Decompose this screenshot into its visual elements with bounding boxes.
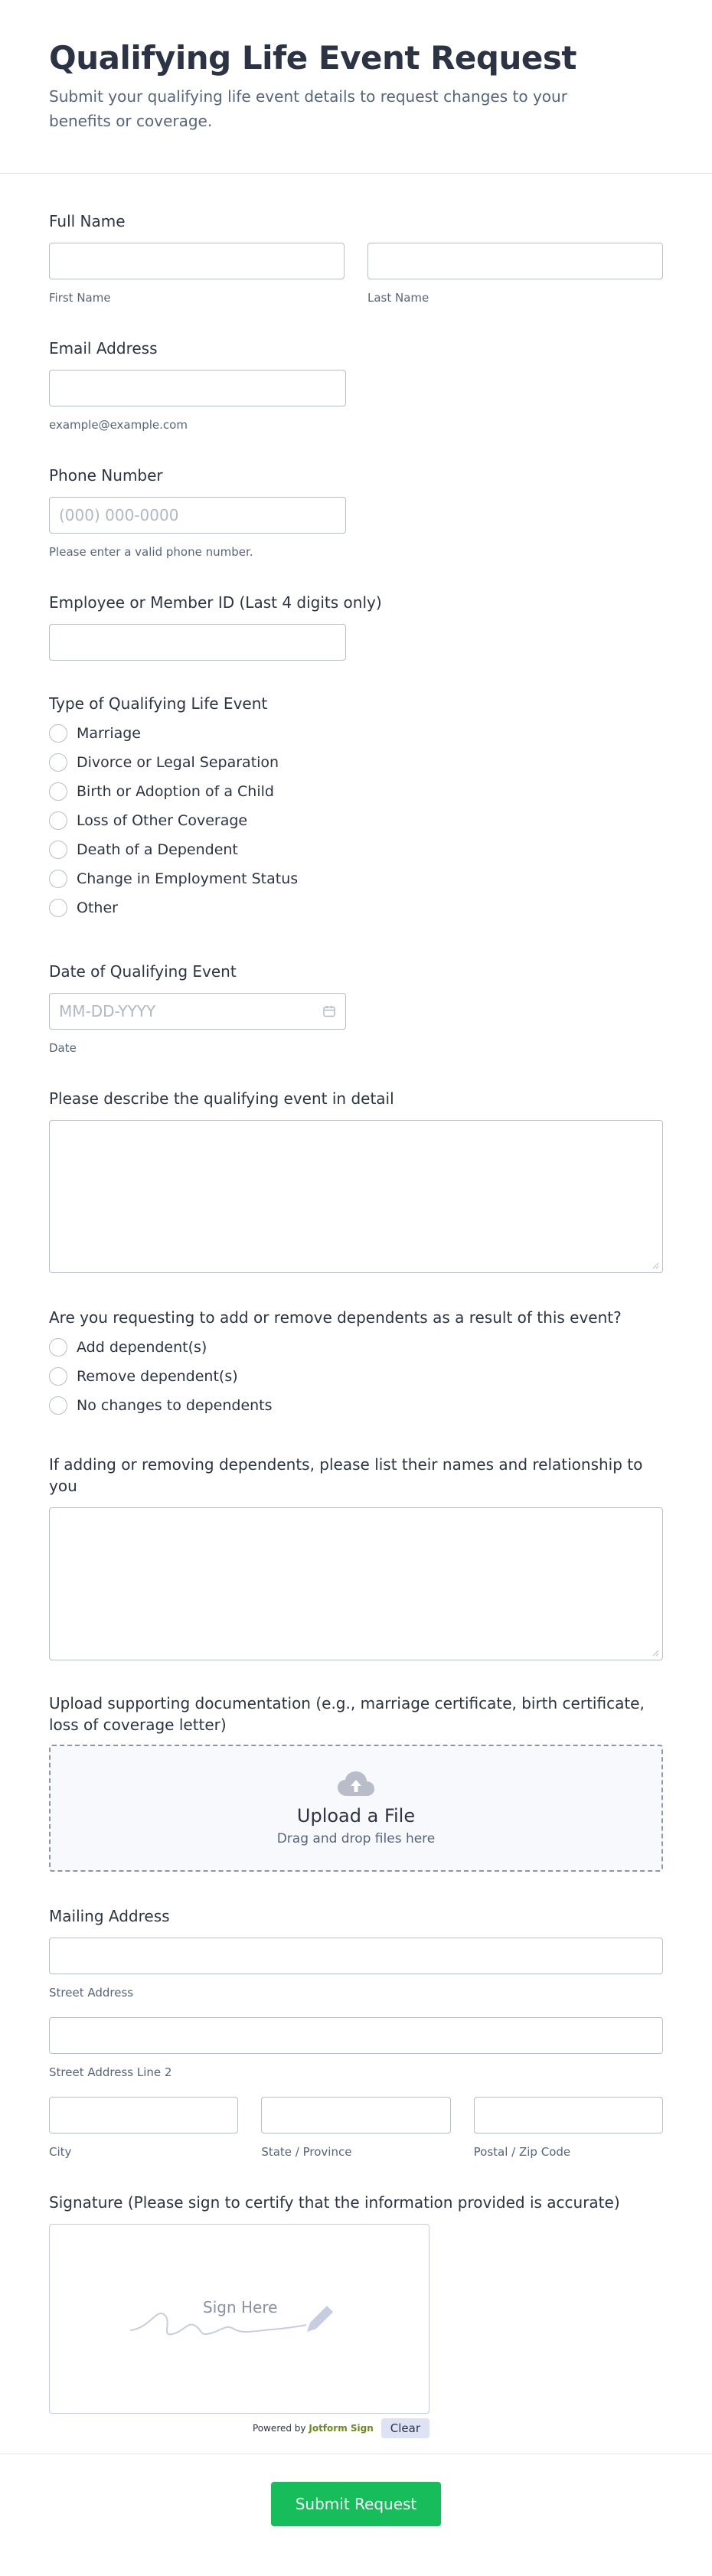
powered-by-text [253, 2423, 374, 2434]
city-sublabel: City [49, 2145, 72, 2159]
employee-id-input[interactable] [49, 624, 346, 661]
radio-label: Remove dependent(s) [77, 1368, 238, 1385]
radio-option[interactable] [49, 719, 663, 748]
radio-option[interactable] [49, 1333, 663, 1362]
state-input[interactable] [261, 2097, 450, 2134]
dependents-question-label: Are you requesting to add or remove dependents as a result of this event? [49, 1308, 622, 1327]
phone-label: Phone Number [49, 466, 163, 485]
page-subtitle: Submit your qualifying life event details to request changes to your benefits or coverage. [49, 87, 567, 130]
signature-label: Signature (Please sign to certify that the information provided is accurate) [49, 2193, 620, 2212]
upload-title: Upload a File [296, 1805, 416, 1827]
dependents-list-field [49, 1454, 663, 1660]
radio-option[interactable] [49, 1391, 663, 1420]
resize-handle-icon[interactable] [652, 1262, 659, 1269]
radio-label: Other [77, 899, 118, 916]
event-date-placeholder: MM-DD-YYYY [59, 1002, 156, 1020]
full-name-label: Full Name [49, 212, 126, 230]
signature-footer [49, 2418, 429, 2438]
page-title: Qualifying Life Event Request [49, 39, 576, 77]
event-type-field [49, 693, 663, 922]
email-label: Email Address [49, 339, 158, 358]
event-date-field [49, 961, 663, 1056]
powered-by-prefix: Powered by [252, 2423, 306, 2434]
event-type-label: Type of Qualifying Life Event [49, 694, 268, 713]
signature-pad[interactable] [49, 2224, 429, 2414]
event-date-sublabel: Date [49, 1041, 77, 1055]
street-address-input[interactable] [49, 1938, 663, 1974]
phone-field [49, 465, 663, 560]
radio-button[interactable] [49, 782, 67, 801]
phone-input[interactable] [49, 497, 346, 534]
radio-option[interactable] [49, 835, 663, 864]
calendar-icon[interactable] [322, 1004, 336, 1018]
radio-option[interactable] [49, 748, 663, 777]
first-name-input[interactable] [49, 243, 345, 279]
signature-scribble-icon [126, 2292, 356, 2346]
submit-button[interactable]: Submit Request [271, 2482, 441, 2526]
radio-label: Birth or Adoption of a Child [77, 783, 274, 800]
last-name-input[interactable] [367, 243, 663, 279]
last-name-sublabel: Last Name [367, 291, 429, 305]
employee-id-label: Employee or Member ID (Last 4 digits only) [49, 593, 382, 612]
address-label: Mailing Address [49, 1907, 170, 1925]
radio-option[interactable] [49, 893, 663, 922]
upload-field [49, 1693, 663, 1872]
phone-sublabel: Please enter a valid phone number. [49, 545, 253, 559]
file-upload-dropzone[interactable] [49, 1745, 663, 1872]
signature-placeholder: Sign Here [203, 2298, 278, 2316]
radio-button[interactable] [49, 841, 67, 859]
jotform-sign-brand: Jotform Sign [309, 2423, 374, 2434]
form-header [0, 0, 712, 174]
email-input[interactable] [49, 370, 346, 406]
radio-button[interactable] [49, 1396, 67, 1415]
clear-signature-button[interactable]: Clear [381, 2418, 429, 2438]
employee-id-field [49, 592, 663, 661]
radio-button[interactable] [49, 724, 67, 743]
dependents-list-label: If adding or removing dependents, please list their names and relationship to you [49, 1455, 643, 1495]
first-name-sublabel: First Name [49, 291, 111, 305]
signature-field [49, 2192, 663, 2438]
description-textarea[interactable] [49, 1120, 663, 1273]
phone-placeholder: (000) 000-0000 [59, 506, 179, 524]
upload-label: Upload supporting documentation (e.g., marriage certificate, birth certificate, loss of coverage letter) [49, 1694, 645, 1734]
street-address-sublabel: Street Address [49, 1986, 134, 2000]
city-input[interactable] [49, 2097, 238, 2134]
radio-label: Marriage [77, 725, 141, 742]
radio-label: Loss of Other Coverage [77, 812, 248, 829]
dependents-list-textarea[interactable] [49, 1507, 663, 1660]
radio-button[interactable] [49, 811, 67, 830]
radio-button[interactable] [49, 753, 67, 772]
event-date-label: Date of Qualifying Event [49, 962, 237, 981]
form-body [0, 174, 712, 2438]
radio-button[interactable] [49, 870, 67, 888]
radio-option[interactable] [49, 806, 663, 835]
upload-subtitle: Drag and drop files here [276, 1831, 436, 1846]
zip-input[interactable] [474, 2097, 663, 2134]
form-footer [0, 2454, 712, 2526]
radio-option[interactable] [49, 1362, 663, 1391]
email-field [49, 338, 663, 433]
dependents-question-field [49, 1307, 663, 1420]
event-date-input[interactable] [49, 993, 346, 1030]
radio-label: Change in Employment Status [77, 870, 299, 887]
radio-label: No changes to dependents [77, 1397, 273, 1414]
state-sublabel: State / Province [261, 2145, 352, 2159]
radio-label: Add dependent(s) [77, 1339, 207, 1356]
zip-sublabel: Postal / Zip Code [473, 2145, 571, 2159]
resize-handle-icon[interactable] [652, 1649, 659, 1657]
event-type-radio-group [49, 719, 663, 922]
cloud-upload-icon [336, 1770, 376, 1797]
description-field [49, 1088, 663, 1273]
street-address-line2-sublabel: Street Address Line 2 [49, 2065, 172, 2079]
radio-option[interactable] [49, 777, 663, 806]
radio-button[interactable] [49, 1367, 67, 1386]
radio-label: Divorce or Legal Separation [77, 754, 279, 771]
radio-option[interactable] [49, 864, 663, 893]
description-label: Please describe the qualifying event in detail [49, 1089, 394, 1108]
address-field [49, 1905, 663, 2160]
radio-label: Death of a Dependent [77, 841, 238, 858]
email-sublabel: example@example.com [49, 418, 188, 432]
full-name-field [49, 211, 663, 305]
radio-button[interactable] [49, 899, 67, 917]
dependents-radio-group [49, 1333, 663, 1420]
radio-button[interactable] [49, 1338, 67, 1357]
street-address-line2-input[interactable] [49, 2017, 663, 2054]
